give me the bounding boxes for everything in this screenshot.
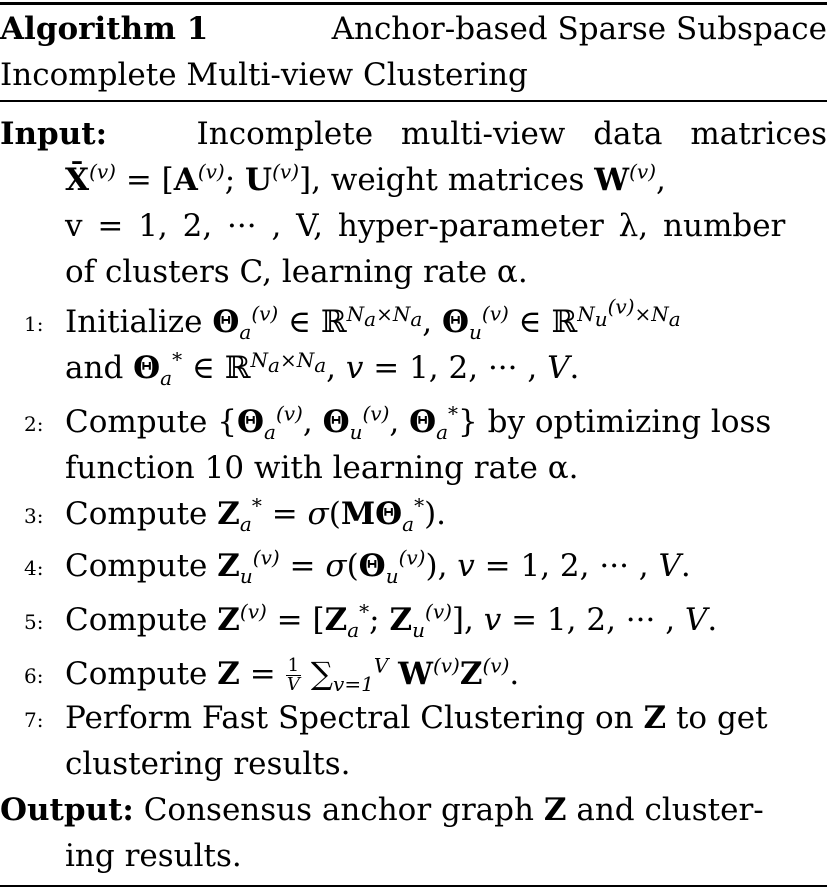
- bottom-rule: [0, 885, 827, 887]
- input-line3: v = 1, 2, ··· , V, hyper-parameter λ, number: [65, 208, 786, 244]
- step-2-line2: function 10 with learning rate α.: [65, 450, 579, 486]
- step-1-line1: Initialize $\Theta_a^{(v)}$ ∈ ℝ$^{N_a\times N_a}$, $\Theta_u^{(v)}$ ∈ ℝ$^{N_u^{(v)}\times N_a}$: [65, 294, 681, 345]
- step-number-1: 1:: [24, 312, 44, 336]
- top-rule: [0, 2, 827, 5]
- input-line4: of clusters C, learning rate α.: [65, 254, 528, 290]
- step-6-line: Compute Z = $\frac{1}{V}$ $\sum_{v=1}^V$ $W^{(v)}Z^{(v)}$.: [65, 653, 520, 697]
- step-4-line: Compute $Z_u^{(v)} = \sigma(\Theta_u^{(v)})$, v = 1, 2, ··· , V.: [65, 545, 691, 589]
- step-number-7: 7:: [24, 708, 44, 732]
- caption-rule: [0, 100, 827, 102]
- step-5-line: Compute $Z^{(v)} = [Z_a^*$; $Z_u^{(v)}$], v = 1, 2, ··· , V.: [65, 599, 718, 643]
- algorithm-title-line1: Anchor-based Sparse Subspace: [331, 11, 827, 47]
- step-7-line1: Perform Fast Spectral Clustering on Z to get: [65, 700, 768, 736]
- math-xbar: X̄: [65, 162, 90, 198]
- output-line1: Output: Consensus anchor graph Z and cluster-: [0, 792, 764, 828]
- input-line2: X̄$^{(v)}$ = [$A^{(v)}$; $U^{(v)}$], weight matrices $W^{(v)}$,: [65, 159, 666, 198]
- step-number-4: 4:: [24, 556, 44, 580]
- algorithm-label: Algorithm 1: [0, 11, 209, 47]
- output-label: Output:: [0, 792, 134, 828]
- input-line1: [0, 114, 827, 154]
- step-7-line2: clustering results.: [65, 746, 351, 782]
- output-line2: ing results.: [65, 838, 242, 874]
- step-2-line1: Compute {$\Theta_a^{(v)}$, $\Theta_u^{(v)}$, $\Theta_a^*$} by optimizing loss: [65, 401, 772, 445]
- step-number-3: 3:: [24, 504, 44, 528]
- step-3-line: Compute $Z_a^* = \sigma(M\Theta_a^*)$.: [65, 493, 447, 537]
- input-text1: Incomplete multi-view data matrices: [196, 116, 827, 152]
- step-number-2: 2:: [24, 412, 44, 436]
- step-number-6: 6:: [24, 664, 44, 688]
- step-number-5: 5:: [24, 610, 44, 634]
- algorithm-title-line2: Incomplete Multi-view Clustering: [0, 57, 528, 93]
- algorithm-caption-line1: [0, 9, 827, 49]
- step-1-line2: and $\Theta_a^*$ ∈ ℝ$^{N_a\times N_a}$, v = 1, 2, ··· , V.: [65, 347, 580, 391]
- input-label: Input:: [0, 116, 108, 152]
